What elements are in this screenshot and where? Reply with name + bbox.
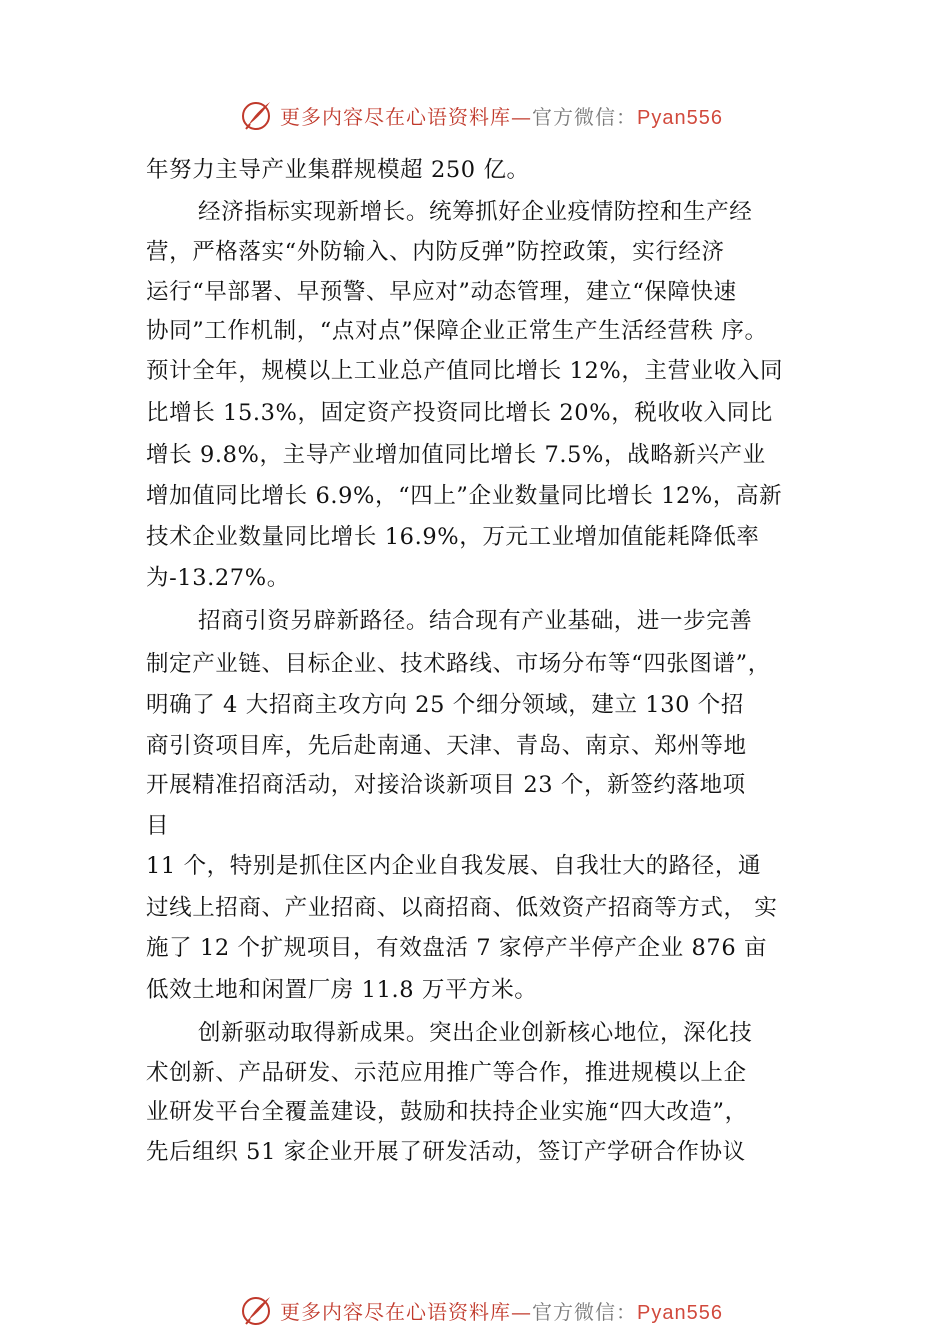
banner-wechat-id: Pyan556	[637, 1301, 723, 1324]
quill-logo-icon	[240, 98, 274, 132]
text-line: 过线上招商、产业招商、以商招商、低效资产招商等方式， 实	[146, 895, 778, 921]
text-line: 协同”工作机制，“点对点”保障企业正常生产生活经营秩 序。	[146, 318, 768, 344]
banner-label: 官方微信：	[532, 1299, 637, 1324]
text-line: 制定产业链、目标企业、技术路线、市场分布等“四张图谱”，	[146, 651, 771, 677]
text-line: 业研发平台全覆盖建设，鼓励和扶持企业实施“四大改造”，	[146, 1099, 748, 1125]
text-line: 经济指标实现新增长。统筹抓好企业疫情防控和生产经	[198, 199, 753, 225]
text-line: 预计全年，规模以上工业总产值同比增长 12%，主营业收入同	[146, 358, 784, 384]
banner-text	[280, 1296, 723, 1325]
text-line: 低效土地和闲置厂房 11.8 万平方米。	[146, 977, 538, 1003]
text-line: 年努力主导产业集群规模超 250 亿。	[146, 157, 530, 183]
header-banner	[240, 98, 760, 132]
text-line: 目	[146, 813, 170, 839]
text-line: 术创新、产品研发、示范应用推广等合作，推进规模以上企	[146, 1060, 747, 1086]
text-line: 增加值同比增长 6.9%，“四上”企业数量同比增长 12%，高新	[146, 483, 783, 509]
text-line: 明确了 4 大招商主攻方向 25 个细分领域，建立 130 个招	[146, 692, 745, 718]
text-line: 开展精准招商活动，对接洽谈新项目 23 个，新签约落地项	[146, 772, 746, 798]
quill-logo-icon	[240, 1293, 274, 1327]
text-line: 创新驱动取得新成果。突出企业创新核心地位，深化技	[198, 1020, 753, 1046]
banner-separator: —	[511, 1299, 532, 1324]
text-line: 为-13.27%。	[146, 565, 290, 591]
banner-text	[280, 101, 723, 130]
text-line: 招商引资另辟新路径。结合现有产业基础，进一步完善	[198, 608, 753, 634]
banner-main-text: 更多内容尽在心语资料库	[280, 104, 511, 129]
text-line: 技术企业数量同比增长 16.9%，万元工业增加值能耗降低率	[146, 524, 760, 550]
text-line: 营，严格落实“外防输入、内防反弹”防控政策，实行经济	[146, 239, 725, 265]
text-line: 增长 9.8%，主导产业增加值同比增长 7.5%，战略新兴产业	[146, 442, 766, 468]
text-line: 商引资项目库，先后赴南通、天津、青岛、南京、郑州等地	[146, 733, 747, 759]
banner-label: 官方微信：	[532, 104, 637, 129]
banner-main-text: 更多内容尽在心语资料库	[280, 1299, 511, 1324]
text-line: 11 个，特别是抓住区内企业自我发展、自我壮大的路径，通	[146, 853, 762, 879]
banner-wechat-id: Pyan556	[637, 106, 723, 129]
banner-separator: —	[511, 104, 532, 129]
text-line: 施了 12 个扩规项目，有效盘活 7 家停产半停产企业 876 亩	[146, 935, 768, 961]
footer-banner	[240, 1293, 760, 1327]
text-line: 先后组织 51 家企业开展了研发活动，签订产学研合作协议	[146, 1139, 746, 1165]
text-line: 运行“早部署、早预警、早应对”动态管理，建立“保障快速	[146, 279, 737, 305]
text-line: 比增长 15.3%，固定资产投资同比增长 20%，税收收入同比	[146, 400, 773, 426]
